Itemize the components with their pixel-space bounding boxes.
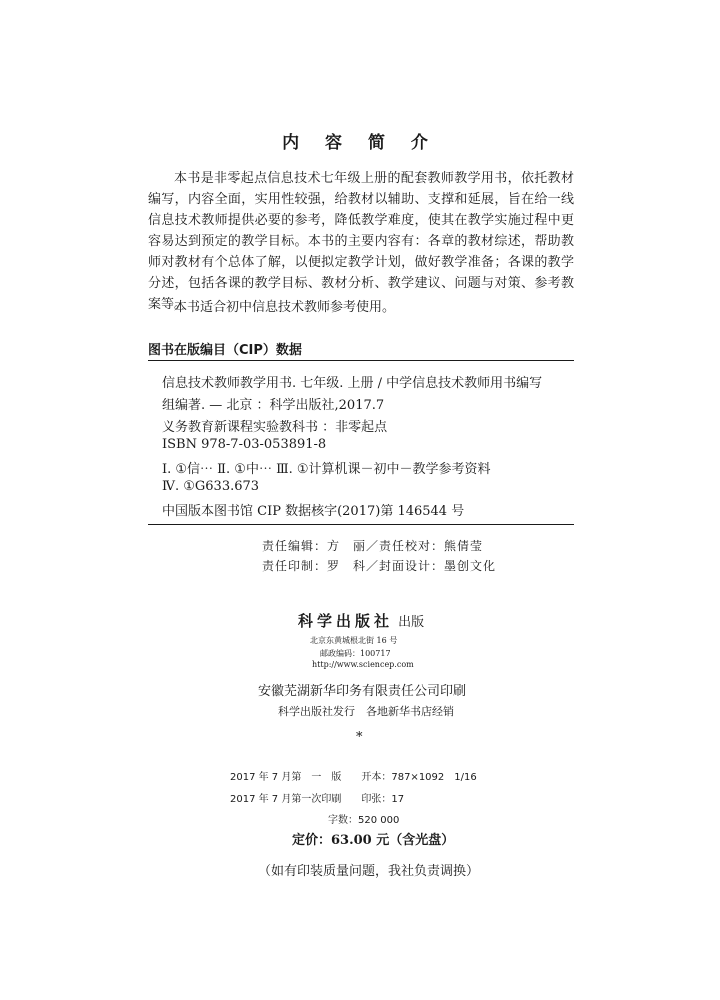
publisher-website: http://www.sciencep.com [312,660,414,669]
summary-paragraph: 本书是非零起点信息技术七年级上册的配套教师教学用书，依托教材编写，内容全面，实用性较强，给教材以辅助、支撑和延展，旨在给一线信息技术教师提供必要的参考，降低教学难度，使其在教学实施过程中更容易达到预定的教学目标。本书的主要内容有：各章的教材综述，帮助教师对教材有个总体了解，以便拟定教学计划，做好教学准备；各课的教学分述，包括各课的教学目标、教材分析、教学建议、问题与对策、参考教案等。 [148,171,574,312]
cip-line: Ⅰ. ①信⋯ Ⅱ. ①中⋯ Ⅲ. ①计算机课－初中－教学参考资料 [162,462,491,477]
cip-line: 中国版本图书馆 CIP 数据核字(2017)第 146544 号 [162,504,465,519]
word-count: 字数：520 000 [328,815,400,826]
edition-info: 2017 年 7 月第 一 版 开本：787×1092 1/16 [230,772,477,783]
cip-line: ISBN 978-7-03-053891-8 [162,437,327,452]
editor-credits: 责任编辑：方 丽／责任校对：熊倩莹 [262,539,484,553]
cip-bottom-rule [148,524,574,525]
cip-line: 信息技术教师教学用书. 七年级. 上册 / 中学信息技术教师用书编写 [162,376,543,391]
publisher-postcode: 邮政编码：100717 [320,649,391,658]
publisher-name: 科学出版社 [298,612,394,630]
distribution-info: 科学出版社发行 各地新华书店经销 [278,705,454,718]
cip-line: 义务教育新课程实验教科书 ：非零起点 [162,420,388,435]
production-credits: 责任印制：罗 科／封面设计：墨创文化 [262,559,497,573]
cip-line: 组编著. — 北京 ：科学出版社,2017.7 [162,398,385,413]
cip-line: Ⅳ. ①G633.673 [162,479,260,494]
publisher-imprint [298,610,424,631]
summary-title: 内 容 简 介 [282,133,438,153]
printing-info: 2017 年 7 月第一次印刷 印张：17 [230,794,405,805]
separator-asterisk: * [356,730,363,745]
publisher-suffix: 出版 [398,615,425,630]
price: 定价：63.00 元（含光盘） [292,833,455,848]
cip-top-rule [148,360,574,361]
printer-info: 安徽芜湖新华印务有限责任公司印刷 [258,684,467,699]
publisher-address: 北京东黄城根北街 16 号 [310,636,398,645]
quality-notice: （如有印装质量问题，我社负责调换） [258,864,480,879]
summary-paragraph-usage: 本书适合初中信息技术教师参考使用。 [174,300,396,315]
cip-title: 图书在版编目（CIP）数据 [148,343,302,358]
